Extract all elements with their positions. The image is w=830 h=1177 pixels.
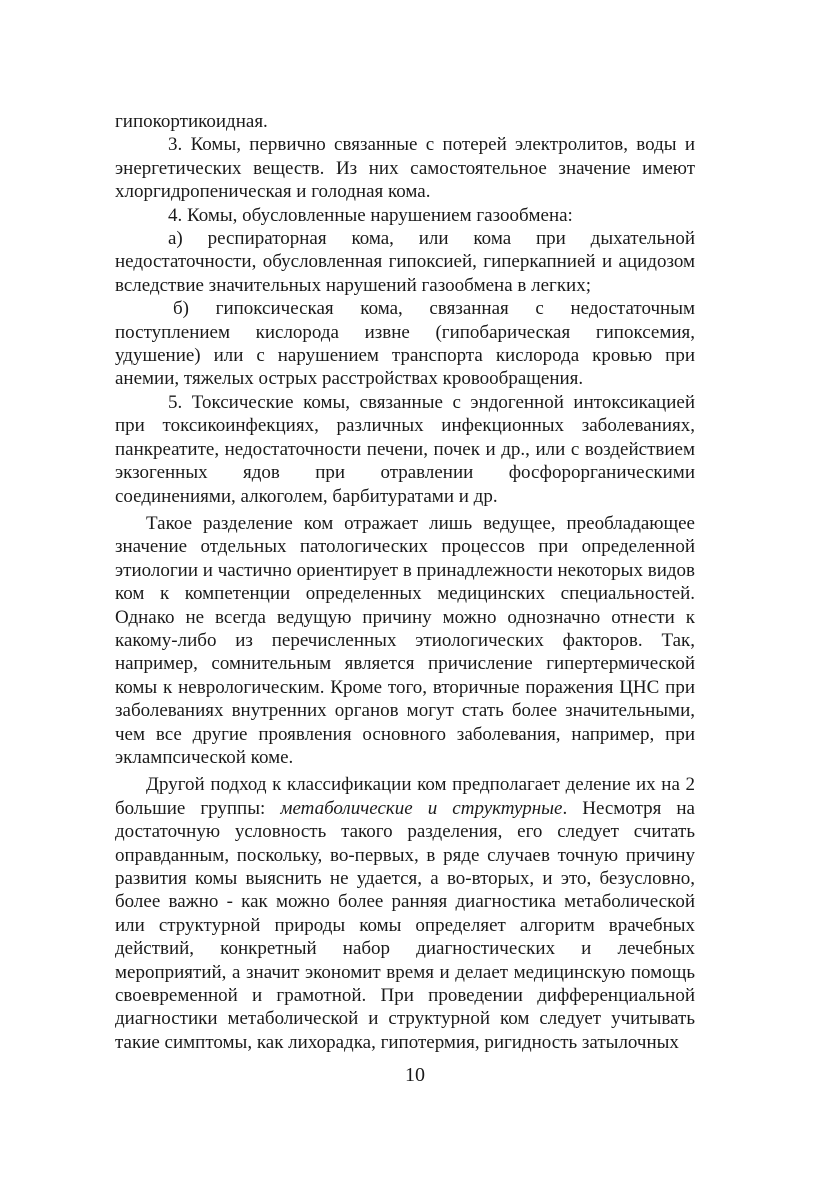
paragraph-item-5: 5. Токсические комы, связанные с эндогенной интоксикацией при токсикоинфекциях, различных инфекционных заболеваниях, панкреатите, недостаточности печени, почек и др., или с воздействием экзогенных ядов при отравлении фосфорорганическими соединениями, алкоголем, барбитуратами и др. [115,391,695,507]
paragraph-item-4b: б) гипоксическая кома, связанная с недостаточным поступлением кислорода извне (гипобарическая гипоксемия, удушение) или с нарушением транспорта кислорода кровью при анемии, тяжелых острых расстройствах кровообращения. [115,298,695,390]
paragraph-item-3: 3. Комы, первично связанные с потерей электролитов, воды и энергетических веществ. Из них самостоятельное значение имеют хлоргидропеническая и голодная кома. [115,134,695,203]
paragraph-item-4a: а) респираторная кома, или кома при дыхательной недостаточности, обусловленная гипоксией, гиперкапнией и ацидозом вследствие значительных нарушений газообмена в легких; [115,228,695,296]
paragraph-classification-note: Такое разделение ком отражает лишь ведущее, преобладающее значение отдельных патологических процессов при определенной этиологии и частично ориентирует в принадлежности некоторых видов ком к компетенции определенных медицинских специальностей. Однако не всегда ведущую причину можно однозначно отнести к какому-либо из перечисленных этиологических факторов. Так, например, сомнительным является причисление гипертермической комы к неврологическим. Кроме того, вторичные поражения ЦНС при заболеваниях внутренних органов могут стать более значительными, чем все другие проявления основного заболевания, например, при эклампсической коме. [115,512,695,768]
page-body [115,110,695,1054]
paragraph-text-start: Другой подход к классификации ком предполагает деление их на 2 большие группы: [115,774,695,819]
paragraph-item-4: 4. Комы, обусловленные нарушением газообмена: [168,204,573,226]
emphasis-groups: метаболические и структурные [280,797,563,819]
paragraph-alternative-approach [115,773,695,1054]
page-number: 10 [405,1064,425,1086]
paragraph-continuation: гипокортикоидная. [115,111,268,132]
paragraph-text-end: . Несмотря на достаточную условность такого разделения, его следует считать оправданным, поскольку, во-первых, в ряде случаев точную причину развития комы выяснить не удается, а во-вторых, и это, безусловно, более важно - как можно более ранняя диагностика метаболической или структурной природы комы определяет алгоритм врачебных действий, конкретный набор диагностических и лечебных мероприятий, а значит экономит время и делает медицинскую помощь своевременной и грамотной. При проведении дифференциальной диагностики метаболической и структурной ком следует учитывать такие симптомы, как лихорадка, гипотермия, ригидность затылочных [115,797,695,1053]
